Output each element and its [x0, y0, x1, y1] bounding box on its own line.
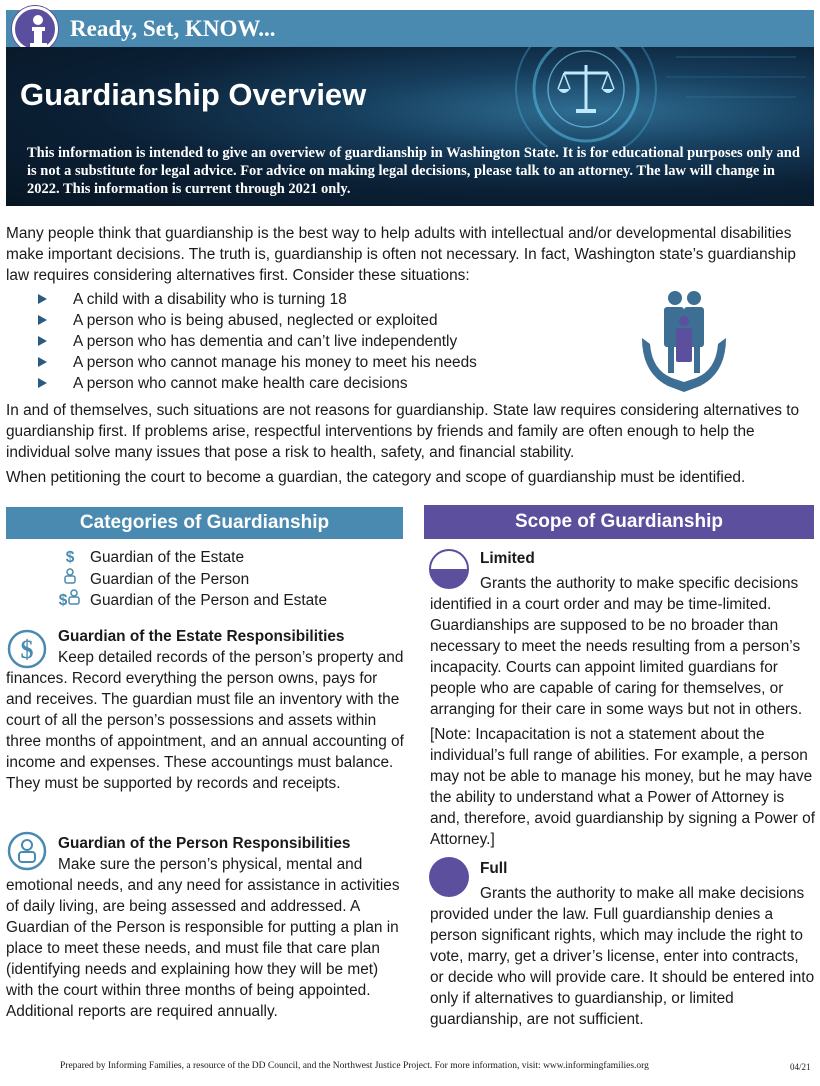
page-title: Guardianship Overview — [20, 77, 367, 112]
person-icon — [50, 568, 90, 590]
series-title: Ready, Set, KNOW... — [70, 16, 276, 41]
triangle-bullet-icon — [38, 294, 47, 304]
categories-heading: Categories of Guardianship — [6, 507, 403, 539]
list-item: A person who is being abused, neglected or exploited — [38, 310, 477, 331]
info-icon — [12, 6, 58, 52]
list-item: A child with a disability who is turning 18 — [38, 289, 477, 310]
alternatives-paragraph: In and of themselves, such situations are not reasons for guardianship. State law requires considering alternatives to guardianship first. If problems arise, respectful interventions by friends and family are often enough to help the individual solve many issues that pose a risk to health, safety, and financial stability. — [6, 402, 800, 461]
justice-scale-icon — [496, 47, 814, 147]
footer-date: 04/21 — [790, 1062, 811, 1072]
scope-heading: Scope of Guardianship — [424, 505, 814, 539]
limited-text: Grants the authority to make specific decisions identified in a court order and may be time-limited. Guardianships are supposed to be no broader than necessary to meet the needs resulting from a person’s incapacity. Courts can appoint limited guardians for people who are capable of caring for themselves, or arranging for their care in some ways but not in others. — [430, 575, 803, 718]
list-item: A person who cannot make health care decisions — [38, 373, 477, 394]
category-item: Guardian of the Person — [50, 568, 249, 590]
limited-scope — [430, 548, 816, 850]
svg-text:$: $ — [20, 635, 34, 664]
estate-title: Guardian of the Estate Responsibilities — [58, 628, 345, 645]
series-banner — [6, 10, 814, 47]
limited-title: Limited — [480, 550, 535, 567]
dollar-icon: $ — [65, 549, 75, 566]
list-item: A person who cannot manage his money to meet his needs — [38, 352, 477, 373]
hero-banner — [6, 47, 814, 206]
category-item: $ Guardian of the Person and Estate — [50, 589, 327, 611]
triangle-bullet-icon — [38, 315, 47, 325]
full-scope — [430, 858, 816, 1030]
footer-credit: Prepared by Informing Families, a resource of the DD Council, and the Northwest Justice Project. For more information, visit: www.informingfamilies.org — [60, 1061, 649, 1071]
list-item: A person who has dementia and can’t live independently — [38, 331, 477, 352]
limited-note: [Note: Incapacitation is not a statement about the individual’s full range of abilities. For example, a person may not be able to manage his money, but he may have the ability to understand what a Power of Attorney is and, therefore, avoid guardianship by signing a Power of Attorney.] — [430, 726, 816, 848]
person-responsibilities — [6, 833, 406, 1022]
disclaimer: This information is intended to give an overview of guardianship in Washington State. It is for educational purposes only and is not a substitute for legal advice. For advice on making legal decisions, please talk to an attorney. The law will change in 2022. This information is current through 2021 only. — [27, 145, 800, 197]
full-title: Full — [480, 860, 508, 877]
petition-paragraph: When petitioning the court to become a guardian, the category and scope of guardianship must be identified. — [6, 469, 746, 486]
person-text: Make sure the person’s physical, mental and emotional needs, and any need for assistance in activities of daily living, are being assessed and addressed. A Guardian of the Person is responsible for putting a plan in place to meet these needs, and must file that care plan (identifying needs and explaining how they will be met) with the court within three months of being appointed. Additional reports are required annually. — [6, 856, 400, 1020]
category-item: $ Guardian of the Estate — [50, 547, 244, 568]
intro-paragraph: Many people think that guardianship is the best way to help adults with intellectual and/or developmental disabilities make important decisions. The truth is, guardianship is often not necessary. In fact, Washington state’s guardianship law requires considering alternatives first. Consider these situations: — [6, 225, 796, 284]
family-hands-icon — [638, 288, 728, 396]
triangle-bullet-icon — [38, 378, 47, 388]
person-title: Guardian of the Person Responsibilities — [58, 835, 351, 852]
triangle-bullet-icon — [38, 357, 47, 367]
triangle-bullet-icon — [38, 336, 47, 346]
situations-list — [38, 289, 477, 394]
full-text: Grants the authority to make all make decisions provided under the law. Full guardianship denies a person significant rights, which may include the right to vote, marry, get a driver’s license, enter into contracts, or decide who will provide care. It should be entered into only if alternatives to guardianship, or limited guardianship, are not sufficient. — [430, 885, 815, 1028]
estate-responsibilities — [6, 626, 406, 794]
dollar-person-icon: $ — [50, 589, 90, 611]
estate-text: Keep detailed records of the person’s property and finances. Record everything the person owns, pays for and receives. The guardian must file an inventory with the court of all the person’s possessions and assets within three months of appointment, and an annual accounting of income and expenses. These accountings must balance. They must be supported by records and receipts. — [6, 649, 404, 792]
